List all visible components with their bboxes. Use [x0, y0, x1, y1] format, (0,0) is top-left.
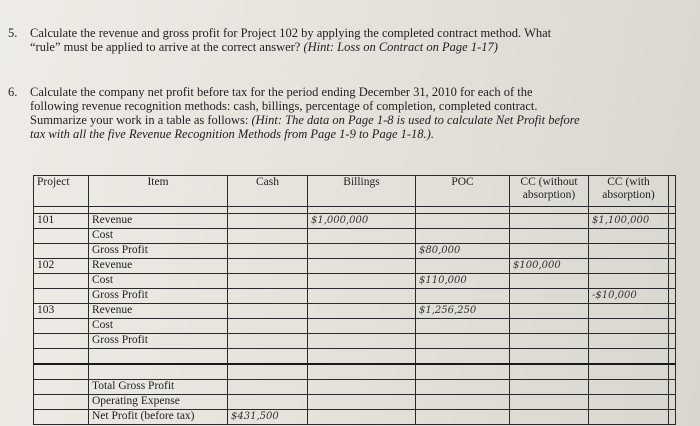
cell-billings: [308, 289, 416, 304]
question-6-line-1: Calculate the company net profit before tax for the period ending December 31, 2010 for each of the: [30, 85, 533, 99]
total-gross-profit-label: Total Gross Profit: [89, 380, 228, 395]
question-6-line-3: Summarize your work in a table as follows:: [30, 113, 249, 127]
revenue-recognition-table: [33, 175, 676, 425]
totals-row: [34, 410, 676, 425]
cell-item: Revenue: [89, 259, 228, 274]
cell-poc: $80,000: [416, 244, 510, 259]
header-cc-with-l1: CC (with: [607, 176, 650, 188]
cell-billings: $1,000,000: [308, 214, 416, 229]
table-spacer-row: [34, 207, 676, 214]
cell-billings: [308, 229, 416, 244]
net-profit-label: Net Profit (before tax): [89, 410, 228, 425]
cell-cash: [228, 334, 308, 349]
net-profit-cash: $431,500: [228, 410, 308, 425]
cell-cash: [228, 214, 308, 229]
cell-poc: [416, 289, 510, 304]
cell-billings: [308, 244, 416, 259]
header-poc: POC: [416, 176, 510, 207]
cell-cc-with: -$10,000: [589, 289, 669, 304]
question-5-line-2: “rule” must be applied to arrive at the correct answer?: [30, 40, 301, 54]
totals-row: [34, 380, 676, 395]
cell-cc-without: [510, 229, 589, 244]
cell-cc-without: [510, 289, 589, 304]
header-item: Item: [89, 176, 228, 207]
cell-item: Cost: [89, 319, 228, 334]
cell-cc-without: $100,000: [510, 259, 589, 274]
question-6-hint-b: tax with all the five Revenue Recognition Methods from Page 1-9 to Page 1-18.).: [30, 127, 434, 141]
table-row: [34, 319, 676, 334]
cell-cash: [228, 319, 308, 334]
cell-cc-with: $1,100,000: [589, 214, 669, 229]
cell-project: [34, 319, 89, 334]
header-cc-with: [589, 176, 669, 207]
cell-project: [34, 229, 89, 244]
cell-poc: [416, 229, 510, 244]
table-blank-row: [34, 364, 676, 380]
cell-billings: [308, 319, 416, 334]
question-5-hint: (Hint: Loss on Contract on Page 1-17): [303, 40, 498, 54]
cell-cash: [228, 259, 308, 274]
question-6-number: 6.: [8, 85, 18, 99]
cell-cc-without: [510, 214, 589, 229]
cell-cc-with: [589, 229, 669, 244]
cell-cc-without: [510, 274, 589, 289]
cell-item: Gross Profit: [89, 334, 228, 349]
total-gross-profit-cash: [228, 380, 308, 395]
cell-cash: [228, 304, 308, 319]
cell-billings: [308, 304, 416, 319]
cell-poc: [416, 319, 510, 334]
cell-item: Cost: [89, 274, 228, 289]
cell-project: 101: [34, 214, 89, 229]
cell-project: [34, 244, 89, 259]
cell-cc-without: [510, 334, 589, 349]
header-cc-without-l1: CC (without: [520, 176, 578, 188]
totals-row: [34, 395, 676, 410]
table-row: [34, 334, 676, 349]
table-row: [34, 304, 676, 319]
cell-billings: [308, 334, 416, 349]
cell-cash: [228, 289, 308, 304]
cell-item: Gross Profit: [89, 244, 228, 259]
table-row: [34, 244, 676, 259]
table-row: [34, 229, 676, 244]
cell-project: 102: [34, 259, 89, 274]
cell-item: Revenue: [89, 304, 228, 319]
header-cc-without: [510, 176, 589, 207]
cell-billings: [308, 259, 416, 274]
table-row: [34, 289, 676, 304]
header-cc-without-l2: absorption): [522, 189, 576, 201]
table-row: [34, 214, 676, 229]
cell-item: Gross Profit: [89, 289, 228, 304]
table-row: [34, 259, 676, 274]
cell-cc-without: [510, 304, 589, 319]
cell-cc-with: [589, 259, 669, 274]
header-project: Project: [34, 176, 89, 207]
cell-poc: $1,256,250: [416, 304, 510, 319]
table-row: [34, 274, 676, 289]
header-cash: Cash: [228, 176, 308, 207]
header-cc-with-l2: absorption): [602, 189, 655, 201]
cell-poc: [416, 259, 510, 274]
cell-cc-with: [589, 244, 669, 259]
cell-poc: [416, 334, 510, 349]
cell-project: [34, 289, 89, 304]
cell-cc-with: [589, 274, 669, 289]
table-blank-row: [34, 349, 676, 365]
cell-poc: $110,000: [416, 274, 510, 289]
cell-cash: [228, 244, 308, 259]
edge-cell: [669, 176, 676, 207]
cell-cash: [228, 229, 308, 244]
cell-poc: [416, 214, 510, 229]
cell-cc-with: [589, 304, 669, 319]
operating-expense-cash: [228, 395, 308, 410]
cell-project: [34, 334, 89, 349]
cell-item: Cost: [89, 229, 228, 244]
question-5-line-1: Calculate the revenue and gross profit for Project 102 by applying the completed contract method. What: [30, 26, 552, 40]
cell-billings: [308, 274, 416, 289]
table-header-row: [34, 176, 676, 207]
cell-cash: [228, 274, 308, 289]
cell-cc-without: [510, 244, 589, 259]
question-6-hint-a: (Hint: The data on Page 1-8 is used to calculate Net Profit before: [251, 113, 580, 127]
question-5-number: 5.: [8, 26, 18, 40]
operating-expense-label: Operating Expense: [89, 395, 228, 410]
header-billings: Billings: [308, 176, 416, 207]
cell-project: 103: [34, 304, 89, 319]
cell-cc-without: [510, 319, 589, 334]
question-6-line-2: following revenue recognition methods: cash, billings, percentage of completion, completed contract.: [30, 99, 538, 113]
cell-item: Revenue: [89, 214, 228, 229]
cell-project: [34, 274, 89, 289]
cell-cc-with: [589, 334, 669, 349]
cell-cc-with: [589, 319, 669, 334]
